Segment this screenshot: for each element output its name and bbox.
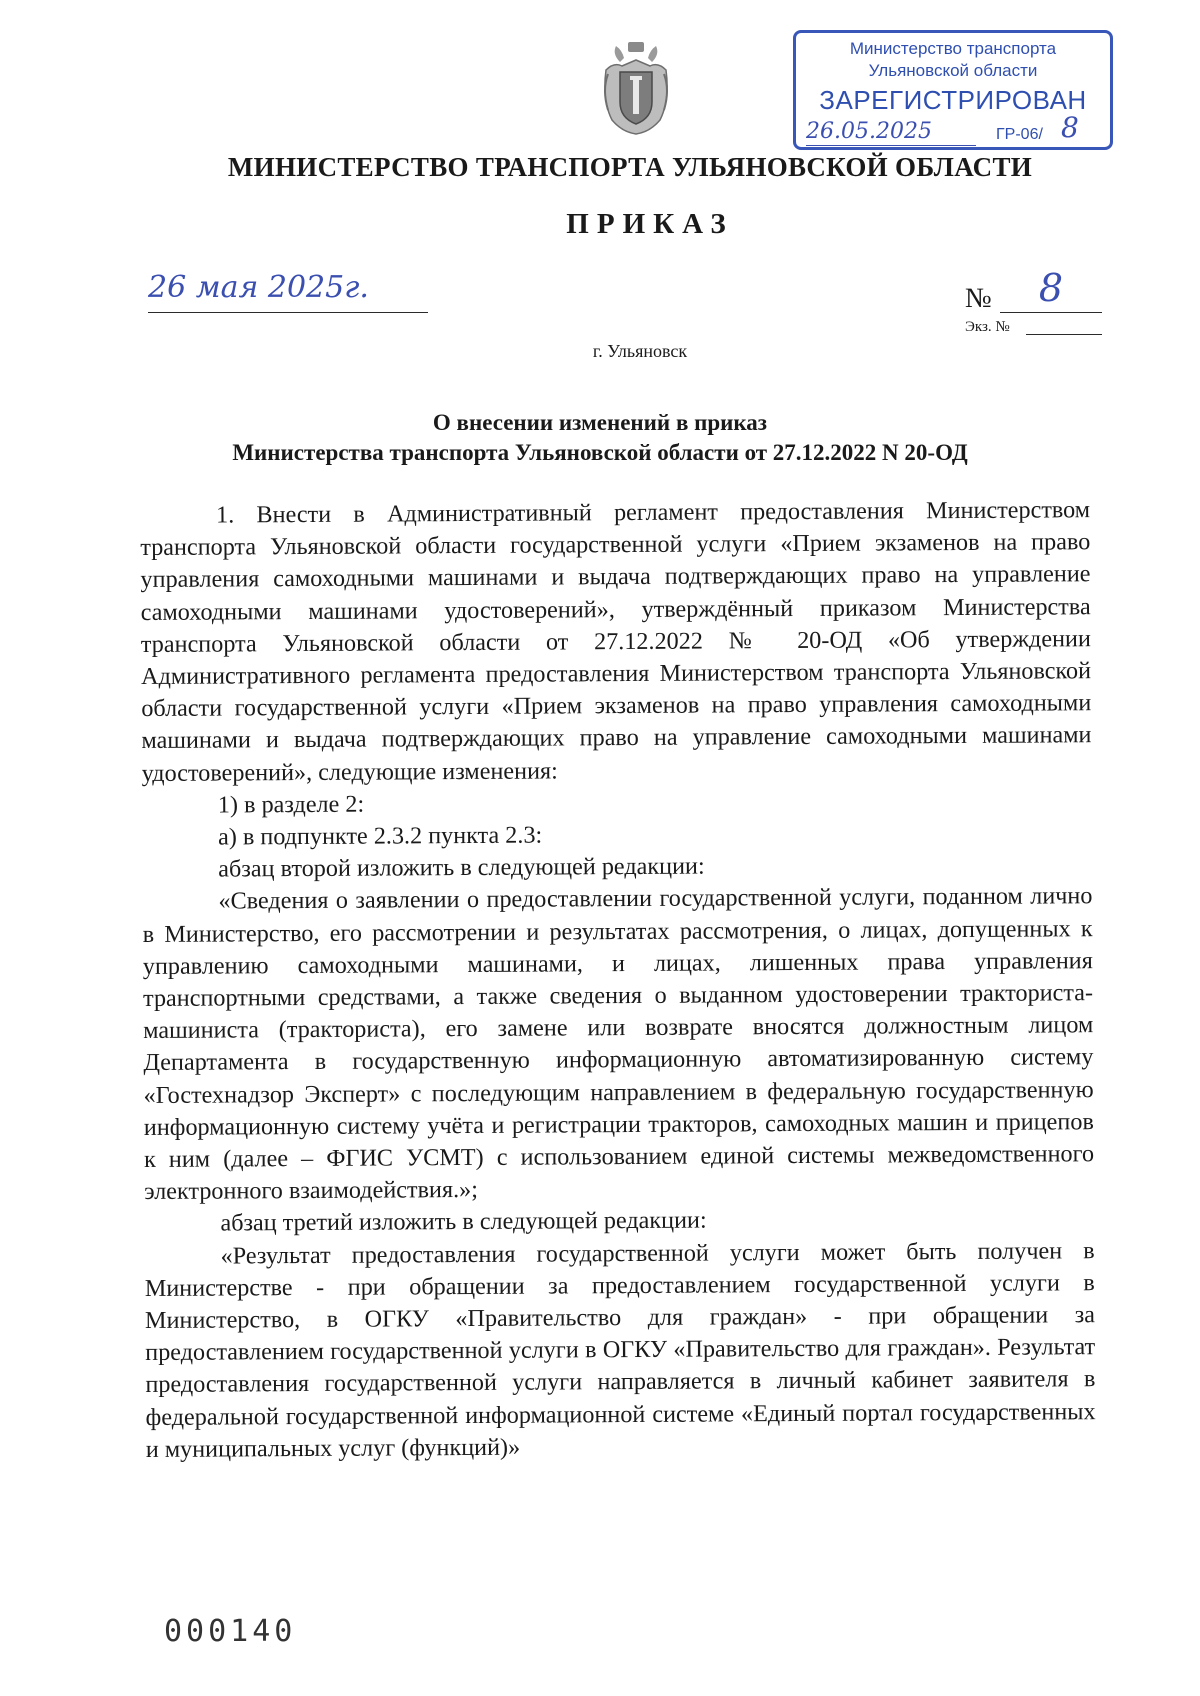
order-number-value: 8 bbox=[1000, 268, 1102, 313]
order-date: 26 мая 2025г. bbox=[148, 268, 428, 313]
stamp-line-ministry: Министерство транспорта bbox=[849, 39, 1057, 58]
paragraph-5: «Сведения о заявлении о предоставлении государственной услуги, поданном лично в Министерство, его рассмотрении и результатах рассмотрения, о лицах, допущенных к управлению самоходными машинами, и лицах, лишенных права управления транспортными средствами, а также сведения о выданном удостоверении тракториста-машиниста (тракториста), его замене или возврате вносятся должностным лицом Департамента в государственную информационную автоматизированную систему «Гостехнадзор Эксперт» с последующим направлением в федеральную государственную информационную систему учёта и регистрации тракторов, самоходных машин и прицепов к ним (далее – ФГИС УСМТ) с использованием единой системы межведомственного электронного взаимодействия.»; bbox=[142, 882, 1095, 1206]
order-heading bbox=[150, 408, 1050, 468]
order-body bbox=[140, 494, 1096, 1466]
order-title: ПРИКАЗ bbox=[566, 208, 734, 240]
copy-number-line bbox=[1026, 334, 1102, 335]
ministry-title: МИНИСТЕРСТВО ТРАНСПОРТА УЛЬЯНОВСКОЙ ОБЛАСТИ bbox=[227, 152, 1033, 182]
stamp-line-region: Ульяновской области bbox=[868, 61, 1038, 80]
paragraph-7: «Результат предоставления государственной услуги может быть получен в Министерстве - при обращении за предоставлением государственной услуги в Министерство, в ОГКУ «Правительство для граждан» - при обращении за предоставлением государственной услуги в ОГКУ «Правительство для граждан». Результат предоставления государственной услуги направляется в личный кабинет заявителя в федеральной государственной информационной системе «Единый портал государственных и муниципальных услуг (функций)» bbox=[144, 1236, 1096, 1463]
coat-of-arms-icon bbox=[600, 40, 672, 136]
copy-number-label: Экз. № bbox=[965, 319, 1010, 335]
stamp-date: 26.05.2025 bbox=[806, 119, 976, 146]
paragraph-6: абзац третий изложить в следующей редакции: bbox=[220, 1207, 707, 1237]
stamp-line-registered: ЗАРЕГИСТРИРОВАН bbox=[819, 85, 1087, 115]
document-serial-number: 000140 bbox=[164, 1614, 297, 1649]
paragraph-4: абзац второй изложить в следующей редакции: bbox=[218, 852, 705, 883]
paragraph-1: 1. Внести в Административный регламент предоставления Министерством транспорта Ульяновской области государственной услуги «Прием экзаменов на право управления самоходными машинами и выдача подтверждающих право на управление самоходными машинами удостоверений», утверждённый приказом Министерства транспорта Ульяновской области от 27.12.2022 № 20-ОД «Об утверждении Административного регламента предоставления Министерством транспорта Ульяновской области государственной услуги «Прием экзаменов на право управления самоходными машинами и выдача подтверждающих право на управление самоходными машинами удостоверений», следующие изменения: bbox=[140, 496, 1092, 787]
stamp-reg-number: 8 bbox=[1061, 111, 1079, 144]
paragraph-2: 1) в разделе 2: bbox=[217, 790, 365, 819]
registration-stamp bbox=[793, 30, 1113, 150]
heading-line-2: Министерства транспорта Ульяновской области от 27.12.2022 N 20-ОД bbox=[232, 440, 968, 465]
heading-line-1: О внесении изменений в приказ bbox=[432, 410, 768, 435]
paragraph-3: а) в подпункте 2.3.2 пункта 2.3: bbox=[217, 821, 543, 851]
order-number-label: № bbox=[965, 283, 992, 314]
city: г. Ульяновск bbox=[592, 341, 688, 361]
stamp-reg-prefix: ГР-06/ bbox=[996, 126, 1043, 143]
